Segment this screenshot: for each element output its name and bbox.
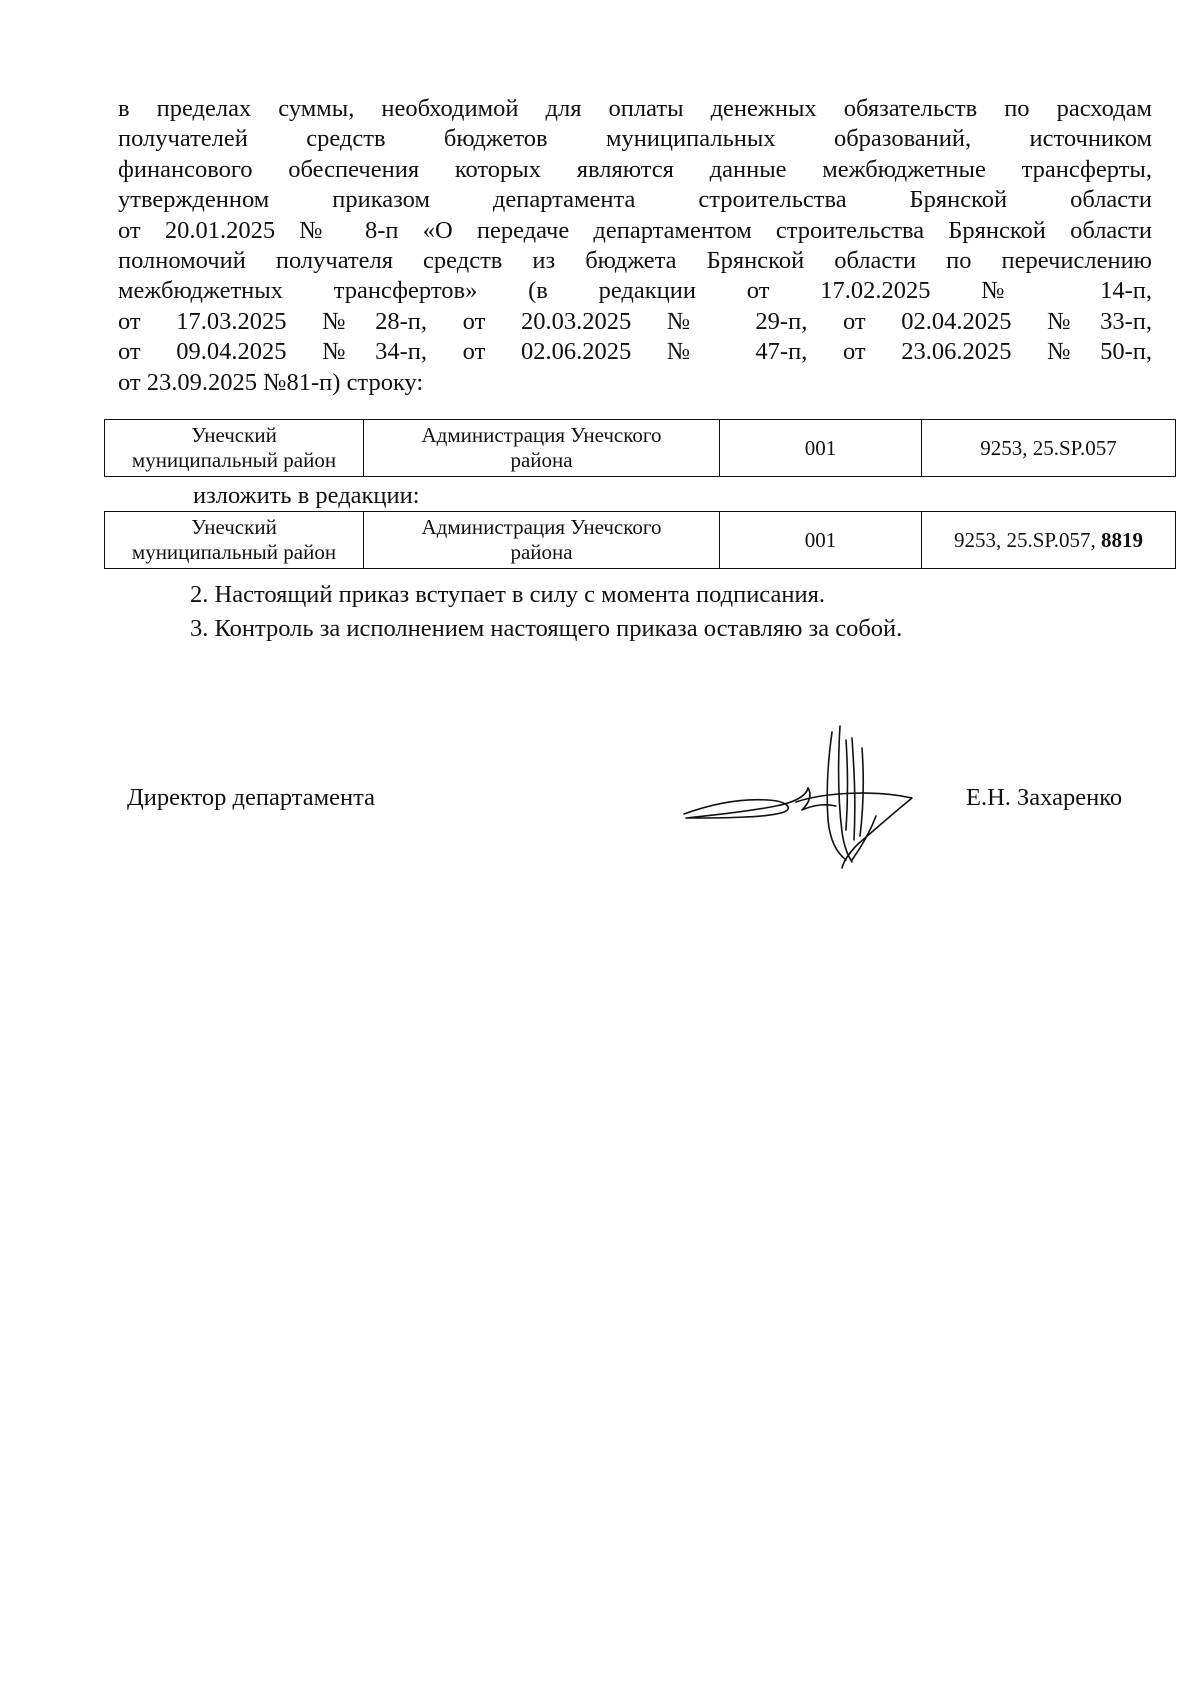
municipality-line-1: Унечский: [191, 515, 277, 539]
administration-line-2: района: [510, 540, 573, 564]
municipality-cell: [105, 512, 364, 569]
old-row-table: [104, 419, 1176, 477]
signatory-title: Директор департамента: [127, 784, 376, 811]
paragraph-line-2: получателей средств бюджетов муниципальных образований, источником: [118, 125, 1152, 153]
paragraph-line-4: утвержденном приказом департамента строительства Брянской области: [118, 186, 1152, 214]
paragraph-line-5: от 20.01.2025 № 8-п «О передаче департаментом строительства Брянской области: [118, 216, 1152, 244]
paragraph-line-3: финансового обеспечения которых являются данные межбюджетные трансферты,: [118, 155, 1152, 183]
clause-2: 2. Настоящий приказ вступает в силу с момента подписания.: [190, 581, 825, 608]
numbers-bold: 8819: [1101, 527, 1144, 552]
paragraph-line-6: полномочий получателя средств из бюджета Брянской области по перечислению: [118, 247, 1152, 275]
code-cell: 001: [720, 420, 922, 477]
table-row: [105, 420, 1176, 477]
administration-cell: [364, 420, 720, 477]
paragraph-line-10: от 23.09.2025 №81-п) строку:: [118, 368, 424, 396]
paragraph-line-8: от 17.03.2025 №28-п, от 20.03.2025 № 29-п, от 02.04.2025 №33-п,: [118, 307, 1152, 335]
clause-3: 3. Контроль за исполнением настоящего приказа оставляю за собой.: [190, 615, 903, 642]
handwritten-signature: [676, 720, 916, 870]
code-cell: 001: [720, 512, 922, 569]
administration-line-1: Администрация Унечского: [421, 515, 662, 539]
paragraph-line-1: в пределах суммы, необходимой для оплаты денежных обязательств по расходам: [118, 95, 1152, 122]
main-paragraph: [118, 94, 1152, 398]
municipality-line-1: Унечский: [191, 423, 277, 447]
municipality-line-2: муниципальный район: [131, 540, 337, 564]
municipality-cell: [105, 420, 364, 477]
municipality-line-2: муниципальный район: [131, 448, 337, 472]
intro-new-edition: изложить в редакции:: [193, 482, 420, 509]
table-row: [105, 512, 1176, 569]
administration-cell: [364, 512, 720, 569]
numbers-prefix: 9253, 25.SP.057,: [953, 527, 1102, 552]
signatory-name: Е.Н. Захаренко: [966, 784, 1123, 811]
paragraph-line-9: от 09.04.2025 №34-п, от 02.06.2025 № 47-п, от 23.06.2025 №50-п,: [118, 338, 1152, 366]
paragraph-line-7: межбюджетных трансфертов» (в редакции от 17.02.2025 № 14-п,: [118, 277, 1152, 305]
numbers-cell: 9253, 25.SP.057: [922, 420, 1176, 477]
administration-line-2: района: [510, 448, 573, 472]
numbers-cell: [922, 512, 1176, 569]
administration-line-1: Администрация Унечского: [421, 423, 662, 447]
new-row-table: [104, 511, 1176, 569]
